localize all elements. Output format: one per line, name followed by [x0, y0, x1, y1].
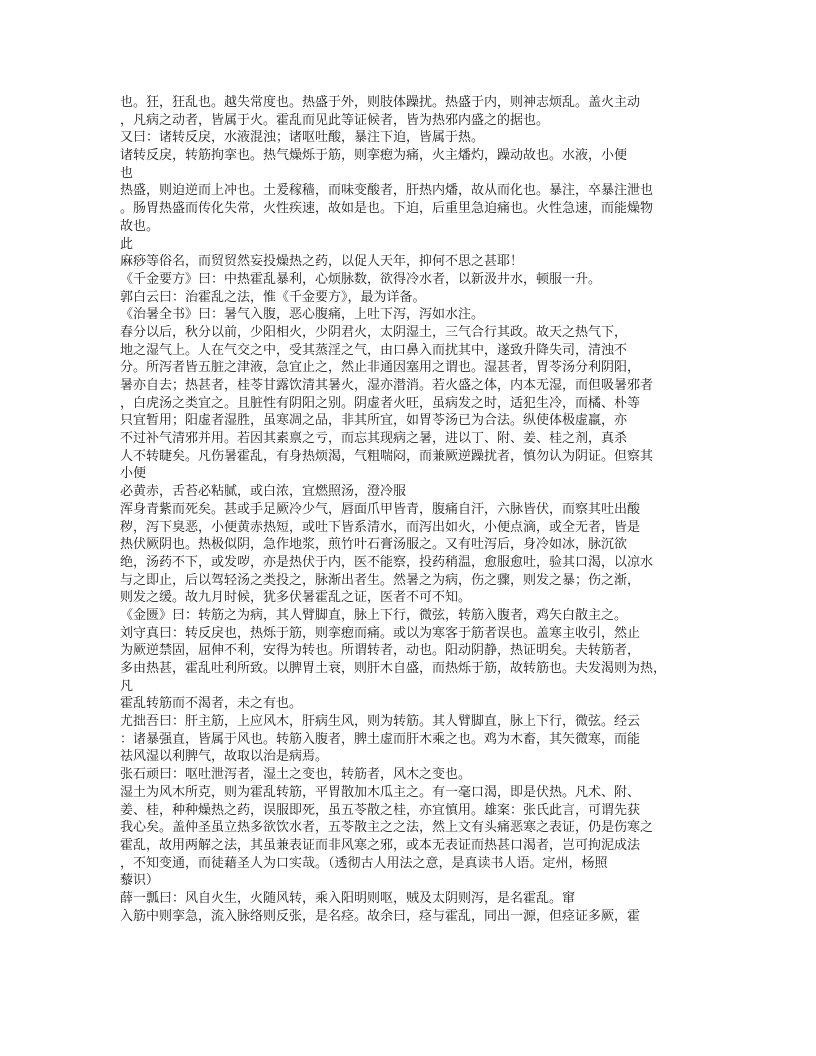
text-line: 祛风湿以利脾气，故取以治是病焉。	[120, 749, 329, 765]
text-line: 故也。	[120, 218, 160, 234]
text-line: 湿土为风木所克，则为霍乱转筋，平胃散加木瓜主之。有一毫口渴，即是伏热。凡术、附、	[120, 784, 641, 800]
text-line: 入筋中则挛急，流入脉络则反张，是名痉。故余曰，痉与霍乱，同出一源，但痉证多厥，霍	[120, 908, 641, 924]
text-line: 刘守真曰：转反戾也，热烁于筋，则挛瘛而痛。或以为寒客于筋者误也。盖寒主收引，然止	[120, 625, 641, 641]
text-line: 为厥逆禁固，屈伸不利，安得为转也。所谓转者，动也。阳动阴静，热证明矣。夫转筋者，	[120, 643, 641, 659]
text-line: 《金匮》曰：转筋之为病，其人臂脚直，脉上下行，微弦，转筋入腹者，鸡矢白散主之。	[120, 607, 628, 623]
text-line: 我心矣。盖仲圣虽立热多欲饮水者，五苓散主之之法，然上文有头痛恶寒之表证，仍是伤寒之	[120, 820, 654, 836]
text-line: 藜识）	[120, 873, 160, 889]
text-line: 小便	[120, 466, 147, 482]
text-line: 郭白云曰：治霍乱之法，惟《千金要方》，最为详备。	[120, 289, 426, 305]
text-line: 人不转睫矣。凡伤暑霍乱，有身热烦渴，气粗喘闷，而兼厥逆躁扰者，慎勿认为阴证。但察其	[120, 448, 654, 464]
text-line: 也	[120, 165, 134, 181]
text-line: 又曰：诸转反戾，水液混浊；诸呕吐酸，暴注下迫，皆属于热。	[120, 130, 485, 146]
text-line: ，不知变通，而徒藉圣人为口实哉。（透彻古人用法之意，是真读书人语。定州，杨照	[120, 855, 608, 871]
text-line: 薛一瓢曰：风自火生，火随风转，乘入阳明则呕，贼及太阴则泻，是名霍乱。窜	[120, 890, 576, 906]
text-line: 则发之缓。故九月时候，犹多伏暑霍乱之证，医者不可不知。	[120, 590, 472, 606]
text-line: 尤拙吾曰：肝主筋，上应风木，肝病生风，则为转筋。其人臂脚直，脉上下行，微弦。经云	[120, 714, 641, 730]
text-line: 与之即止，后以驾轻汤之类投之，脉渐出者生。然暑之为病，伤之骤，则发之暴；伤之渐，	[120, 572, 641, 588]
text-line: 绝，汤药不下，或发哕，亦是热伏于内，医不能察，投药稍温，愈服愈吐，验其口渴，以凉水	[120, 554, 654, 570]
text-line: ：诸暴强直，皆属于风也。转筋入腹者，脾土虚而肝木乘之也。鸡为木畜，其矢微寒，而能	[120, 731, 641, 747]
text-line: 多由热甚，霍乱吐利所致。以脾胃土衰，则肝木自盛，而热烁于筋，故转筋也。夫发渴则为热，	[120, 661, 667, 676]
text-line: 霍乱，故用两解之法，其虽兼表证而非风寒之邪，或本无表证而热甚口渴者，岂可拘泥成法	[120, 837, 641, 853]
text-line: 麻痧等俗名，而贸贸然妄投燥热之药，以促人天年，抑何不思之甚耶！	[120, 254, 524, 270]
document-body	[120, 94, 700, 925]
text-line: 分。所泻者皆五脏之津液，急宜止之，然止非通因塞用之谓也。湿甚者，胃苓汤分利阴阳，	[120, 360, 641, 376]
text-line: 诸转反戾，转筋拘挛也。热气燥烁于筋，则挛瘛为痛，火主燔灼，躁动故也。水液，小便	[120, 148, 628, 164]
text-line: 霍乱转筋而不渴者，未之有也。	[120, 696, 303, 712]
text-line: 必黄赤，舌苔必粘腻，或白浓，宜燃照汤，澄冷服	[120, 484, 407, 500]
text-line: 地之湿气上。人在气交之中，受其蒸淫之气，由口鼻入而扰其中，遂致升降失司，清浊不	[120, 342, 628, 358]
text-line: 张石顽曰：呕吐泄泻者，湿土之变也，转筋者，风木之变也。	[120, 767, 472, 783]
text-line: ，白虎汤之类宜之。且脏性有阴阳之别。阴虚者火旺，虽病发之时，适犯生冷，而橘、朴等	[120, 395, 641, 411]
text-line: 此	[120, 236, 134, 252]
text-line: 春分以后，秋分以前，少阳相火，少阴君火，太阴湿土，三气合行其政。故天之热气下，	[120, 324, 628, 340]
text-line: 浑身青紫而死矣。甚或手足厥冷少气，唇面爪甲皆青，腹痛自汗，六脉皆伏，而察其吐出酸	[120, 501, 641, 517]
text-line: 也。狂，狂乱也。越失常度也。热盛于外，则肢体躁扰。热盛于内，则神志烦乱。盖火主动	[120, 95, 641, 110]
text-line: 不过补气清邪并用。若因其素禀之亏，而忘其现病之暑，进以丁、附、姜、桂之剂，真杀	[120, 431, 628, 447]
text-line: 暑亦自去；热甚者，桂苓甘露饮清其暑火，湿亦潜消。若火盛之体，内本无湿，而但吸暑邪者	[120, 378, 654, 393]
text-line: 热盛，则迫逆而上冲也。土爰稼穑，而味变酸者，肝热内燔，故从而化也。暴注，卒暴注泄也	[120, 183, 654, 199]
text-line: 《治暑全书》曰：暑气入腹，恶心腹痛，上吐下泻，泻如水注。	[120, 307, 485, 323]
text-line: 秽，泻下臭恶，小便黄赤热短，或吐下皆系清水，而泻出如火，小便点滴，或全无者，皆是	[120, 519, 641, 535]
text-line: 姜、桂，种种燥热之药，误服即死，虽五苓散之桂，亦宜慎用。雄案：张氏此言，可谓先获	[120, 802, 641, 818]
text-line: ，凡病之动者，皆属于火。霍乱而见此等证候者，皆为热邪内盛之的据也。	[120, 112, 550, 128]
text-line: 热伏厥阴也。热极似阴，急作地浆，煎竹叶石膏汤服之。又有吐泻后，身冷如冰，脉沉欲	[120, 537, 628, 553]
text-line: 只宜暂用；阳虚者湿胜，虽寒凋之品，非其所宜，如胃苓汤已为合法。纵使体极虚羸，亦	[120, 413, 628, 429]
text-line: 。肠胃热盛而传化失常，火性疾速，故如是也。下迫，后重里急迫痛也。火性急速，而能燥物	[120, 201, 654, 217]
text-line: 凡	[120, 678, 134, 694]
text-line: 《千金要方》曰：中热霍乱暴利，心烦脉数，欲得冷水者，以新汲井水，顿服一升。	[120, 271, 602, 287]
